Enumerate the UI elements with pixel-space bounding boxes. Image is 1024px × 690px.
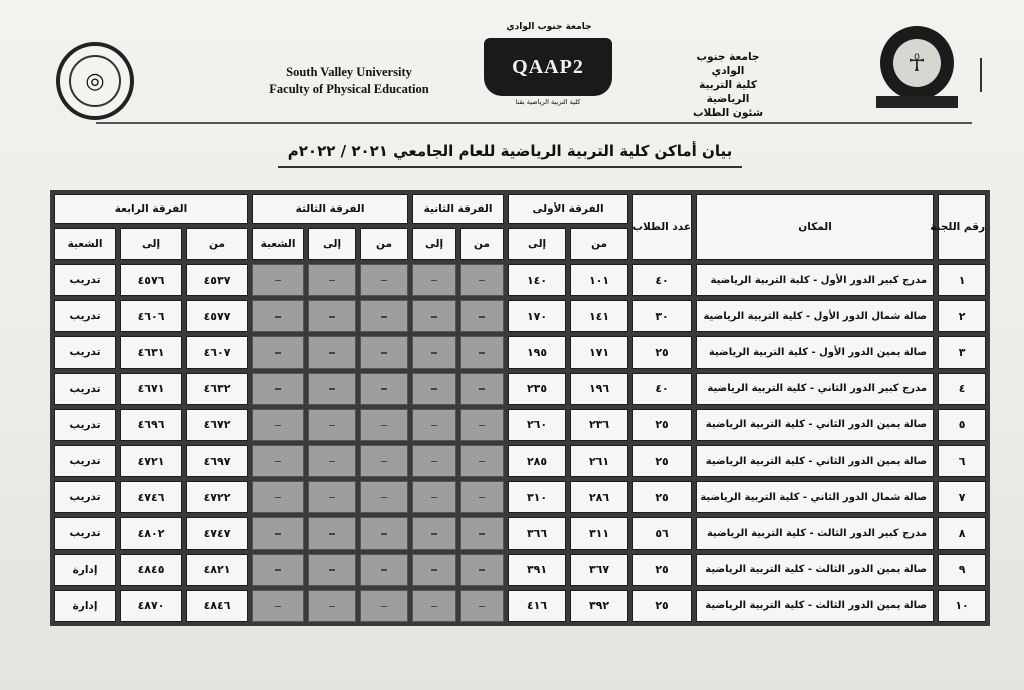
header-committee-no: رقم اللجنة [938,194,986,260]
year2-to-empty [412,300,456,332]
faculty-name-ar: كلية التربية الرياضية [699,79,757,105]
year1-to: ٤١٦ [508,590,566,622]
students-count: ٢٥ [632,409,692,441]
year4-to: ٤٦٩٦ [120,409,182,441]
year4-division: تدريب [54,300,116,332]
year3-from-empty [360,554,408,586]
place-cell: مدرج كبير الدور الثاني - كلية التربية الرياضية [696,373,934,405]
students-count: ٢٥ [632,445,692,477]
header-year3: الفرقة الثالثة [252,194,408,224]
header-y1-to: إلى [508,228,566,260]
year4-to: ٤٧٢١ [120,445,182,477]
place-cell: صالة يمين الدور الثاني - كلية التربية الرياضية [696,409,934,441]
year1-to: ٢٣٥ [508,373,566,405]
title-underline [278,166,742,168]
university-ring [880,26,954,100]
committee-no: ٥ [938,409,986,441]
year4-from: ٤٨٢١ [186,554,248,586]
year1-from: ١٠١ [570,264,628,296]
year3-to-empty [308,336,356,368]
university-logo [876,26,958,110]
year4-from: ٤٥٧٧ [186,300,248,332]
year4-to: ٤٨٤٥ [120,554,182,586]
year3-division-empty [252,554,304,586]
year3-division-empty [252,517,304,549]
year1-to: ١٩٥ [508,336,566,368]
header-place: المكان [696,194,934,260]
committee-no: ٤ [938,373,986,405]
year2-from-empty [460,554,504,586]
place-cell: صالة يمين الدور الثاني - كلية التربية الرياضية [696,445,934,477]
table-row [54,300,986,332]
year2-from-empty [460,517,504,549]
year4-from: ٤٧٤٧ [186,517,248,549]
university-name-ar: جامعة جنوب الوادي [696,51,760,77]
year4-from: ٤٥٣٧ [186,264,248,296]
table-row [54,554,986,586]
faculty-name-en: Faculty of Physical Education [269,82,429,96]
students-count: ٤٠ [632,373,692,405]
header-y4-division: الشعبة [54,228,116,260]
year4-from: ٤٦٣٢ [186,373,248,405]
students-count: ٢٥ [632,590,692,622]
committee-no: ٢ [938,300,986,332]
year4-division: تدريب [54,336,116,368]
year2-from-empty [460,409,504,441]
year2-from-empty [460,264,504,296]
year2-to-empty [412,554,456,586]
header-y4-to: إلى [120,228,182,260]
year2-to-empty [412,409,456,441]
year2-to-empty [412,517,456,549]
year2-from-empty [460,300,504,332]
year4-to: ٤٧٤٦ [120,481,182,513]
students-count: ٢٥ [632,481,692,513]
year4-division: تدريب [54,264,116,296]
year3-to-empty [308,409,356,441]
year3-division-empty [252,409,304,441]
year4-from: ٤٦٩٧ [186,445,248,477]
year2-to-empty [412,373,456,405]
year4-from: ٤٦٧٢ [186,409,248,441]
year3-from-empty [360,264,408,296]
year3-division-empty [252,481,304,513]
place-cell: صالة يمين الدور الثالث - كلية التربية الرياضية [696,590,934,622]
year2-from-empty [460,373,504,405]
year2-to-empty [412,264,456,296]
place-cell: صالة شمال الدور الأول - كلية التربية الرياضية [696,300,934,332]
year3-from-empty [360,481,408,513]
year2-from-empty [460,336,504,368]
table-row [54,336,986,368]
table-row [54,590,986,622]
table-row [54,373,986,405]
year4-from: ٤٧٢٢ [186,481,248,513]
year2-to-empty [412,445,456,477]
year2-from-empty [460,590,504,622]
header-y2-to: إلى [412,228,456,260]
year4-to: ٤٨٠٢ [120,517,182,549]
header-y3-from: من [360,228,408,260]
place-cell: صالة يمين الدور الثالث - كلية التربية الرياضية [696,554,934,586]
header-y3-to: إلى [308,228,356,260]
year1-from: ٣٦٧ [570,554,628,586]
olympic-rings-icon: ◎ [69,55,121,107]
table-row [54,445,986,477]
header-year4: الفرقة الرابعة [54,194,248,224]
header-y4-from: من [186,228,248,260]
year3-from-empty [360,300,408,332]
year3-to-empty [308,554,356,586]
year1-from: ٣١١ [570,517,628,549]
year1-from: ٢٣٦ [570,409,628,441]
table-row [54,481,986,513]
header-y1-from: من [570,228,628,260]
year2-to-empty [412,590,456,622]
year4-to: ٤٥٧٦ [120,264,182,296]
header-y3-division: الشعبة [252,228,304,260]
year4-to: ٤٦٧١ [120,373,182,405]
year4-division: تدريب [54,445,116,477]
faculty-seal-logo [56,42,134,120]
year1-from: ٢٦١ [570,445,628,477]
qaap-badge [484,38,612,96]
center-logo-main-text: QAAP2 [512,55,584,78]
center-logo-top-text: جامعة جنوب الوادي [506,22,592,32]
table-row [54,517,986,549]
students-count: ٣٠ [632,300,692,332]
place-cell: صالة يمين الدور الأول - كلية التربية الرياضية [696,336,934,368]
year1-from: ٣٩٢ [570,590,628,622]
year3-to-empty [308,517,356,549]
table-row [54,264,986,296]
pharaoh-head-icon: ☥ [893,39,941,87]
table-row [54,409,986,441]
year3-from-empty [360,590,408,622]
year3-to-empty [308,590,356,622]
place-cell: مدرج كبير الدور الأول - كلية التربية الرياضية [696,264,934,296]
year4-to: ٤٦٣١ [120,336,182,368]
year3-division-empty [252,336,304,368]
students-count: ٢٥ [632,554,692,586]
year3-division-empty [252,373,304,405]
center-logo-bottom-text: كلية التربية الرياضية بقنا [515,98,581,106]
logo-band [876,96,958,108]
year1-from: ١٤١ [570,300,628,332]
year4-division: إدارة [54,590,116,622]
department-name-ar: شئون الطلاب [692,107,764,119]
year1-from: ١٩٦ [570,373,628,405]
year4-to: ٤٨٧٠ [120,590,182,622]
year3-division-empty [252,264,304,296]
year4-division: إدارة [54,554,116,586]
students-count: ٢٥ [632,336,692,368]
year3-from-empty [360,445,408,477]
year3-to-empty [308,264,356,296]
students-count: ٥٦ [632,517,692,549]
year1-from: ٢٨٦ [570,481,628,513]
header-divider [96,122,972,124]
committee-no: ٩ [938,554,986,586]
year2-to-empty [412,336,456,368]
year1-to: ٣١٠ [508,481,566,513]
year4-from: ٤٨٤٦ [186,590,248,622]
year3-from-empty [360,517,408,549]
year3-to-empty [308,373,356,405]
committee-no: ١٠ [938,590,986,622]
document-title: بيان أماكن كلية التربية الرياضية للعام الجامعي ٢٠٢١ / ٢٠٢٢م [287,142,733,160]
year3-division-empty [252,590,304,622]
year1-to: ٣٩١ [508,554,566,586]
year1-to: ٢٨٥ [508,445,566,477]
committees-table-wrapper [50,190,986,626]
year4-division: تدريب [54,481,116,513]
header-students-count: عدد الطلاب [632,194,692,260]
place-cell: مدرج كبير الدور الثالث - كلية التربية الرياضية [696,517,934,549]
year1-to: ١٤٠ [508,264,566,296]
committee-no: ٦ [938,445,986,477]
year3-from-empty [360,336,408,368]
year4-division: تدريب [54,373,116,405]
university-name-en: South Valley University [286,65,412,79]
header-year2: الفرقة الثانية [412,194,504,224]
year1-from: ١٧١ [570,336,628,368]
year4-to: ٤٦٠٦ [120,300,182,332]
year3-division-empty [252,300,304,332]
english-header [244,64,454,98]
year2-from-empty [460,445,504,477]
year4-from: ٤٦٠٧ [186,336,248,368]
year4-division: تدريب [54,517,116,549]
committee-no: ٨ [938,517,986,549]
year3-from-empty [360,409,408,441]
year3-to-empty [308,300,356,332]
year1-to: ٣٦٦ [508,517,566,549]
committee-no: ١ [938,264,986,296]
place-cell: صالة شمال الدور الثاني - كلية التربية الرياضية [696,481,934,513]
header-year1: الفرقة الأولى [508,194,628,224]
committee-no: ٧ [938,481,986,513]
margin-mark [980,58,982,92]
committees-table [50,190,990,626]
year2-to-empty [412,481,456,513]
year1-to: ١٧٠ [508,300,566,332]
year4-division: تدريب [54,409,116,441]
students-count: ٤٠ [632,264,692,296]
year3-from-empty [360,373,408,405]
year3-division-empty [252,445,304,477]
year3-to-empty [308,445,356,477]
year3-to-empty [308,481,356,513]
header-y2-from: من [460,228,504,260]
arabic-header [680,50,776,120]
committee-no: ٣ [938,336,986,368]
year1-to: ٢٦٠ [508,409,566,441]
year2-from-empty [460,481,504,513]
qaap-logo [478,22,620,108]
